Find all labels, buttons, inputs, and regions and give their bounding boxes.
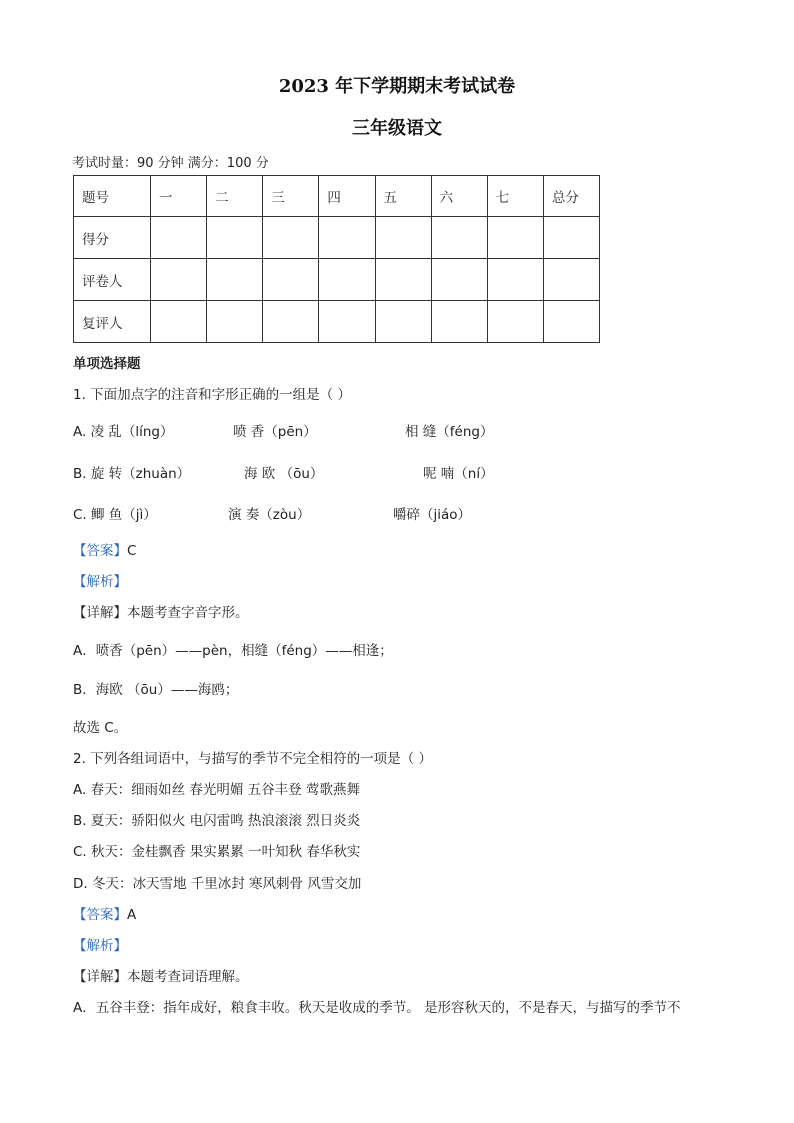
score-header-cell: 四 [319, 176, 375, 217]
score-cell [319, 301, 375, 343]
score-cell [375, 217, 431, 259]
score-cell [431, 259, 487, 301]
score-cell [319, 217, 375, 259]
score-cell [151, 217, 207, 259]
score-row-label: 得分 [74, 217, 151, 259]
score-cell [543, 217, 599, 259]
q2-option-b: B. 夏天：骄阳似火 电闪雷鸣 热浪滚滚 烈日炎炎 [73, 813, 361, 829]
score-cell [207, 301, 263, 343]
q1-option-c: C. 鲫 鱼（jì） [73, 507, 157, 523]
score-cell [487, 259, 543, 301]
q1-option-a-word-3: 相 缝（féng） [405, 424, 494, 440]
answer-value: C [127, 543, 137, 559]
score-cell [151, 301, 207, 343]
score-row-label: 复评人 [74, 301, 151, 343]
score-header-cell: 三 [263, 176, 319, 217]
score-table-row [74, 301, 600, 343]
score-cell [375, 301, 431, 343]
q1-option-b-word-2: 海 欧 （ōu） [244, 466, 324, 482]
detail-tag: 【详解】 [73, 969, 127, 985]
score-header-cell: 五 [375, 176, 431, 217]
q1-option-a-word-2: 喷 香（pēn） [233, 424, 317, 440]
q1-option-a: A. 凌 乱（líng） [73, 424, 174, 440]
score-header-cell: 六 [431, 176, 487, 217]
score-header-cell: 七 [487, 176, 543, 217]
q2-analysis-tag: 【解析】 [73, 938, 127, 954]
answer-value: A [127, 907, 137, 923]
score-cell [543, 259, 599, 301]
score-table-row [74, 259, 600, 301]
score-cell [151, 259, 207, 301]
score-cell [263, 259, 319, 301]
q1-conclusion: 故选 C。 [73, 720, 128, 736]
score-cell [263, 217, 319, 259]
exam-title: 2023 年下学期期末考试试卷 [278, 76, 516, 97]
score-cell [375, 259, 431, 301]
score-cell [487, 217, 543, 259]
score-table [73, 175, 600, 343]
q1-answer [73, 539, 136, 559]
score-header-cell: 题号 [74, 176, 151, 217]
q1-option-b-word-3: 呢 喃（ní） [423, 466, 494, 482]
answer-tag: 【答案】 [73, 907, 127, 923]
score-header-cell: 一 [151, 176, 207, 217]
score-header-cell: 二 [207, 176, 263, 217]
q1-option-b: B. 旋 转（zhuàn） [73, 466, 191, 482]
answer-tag: 【答案】 [73, 543, 127, 559]
detail-text: 本题考查词语理解。 [127, 969, 249, 985]
q2-explain-a: A．五谷丰登：指年成好，粮食丰收。秋天是收成的季节。 是形容秋天的，不是春天，与描写的季节不 [73, 1000, 681, 1016]
q1-explain-b: B．海欧 （ōu）——海鸥； [73, 682, 239, 698]
score-cell [431, 301, 487, 343]
score-header-cell: 总分 [543, 176, 599, 217]
q1-analysis-tag: 【解析】 [73, 574, 127, 590]
q1-detail [73, 601, 249, 621]
score-cell [207, 259, 263, 301]
score-row-label: 评卷人 [74, 259, 151, 301]
score-cell [263, 301, 319, 343]
q2-option-c: C. 秋天：金桂飘香 果实累累 一叶知秋 春华秋实 [73, 844, 361, 860]
score-cell [319, 259, 375, 301]
q2-option-d: D. 冬天：冰天雪地 千里冰封 寒风刺骨 风雪交加 [73, 876, 362, 892]
q1-explain-a: A．喷香（pēn）——pèn，相缝（féng）——相逢； [73, 643, 393, 659]
score-table-row [74, 217, 600, 259]
q1-option-c-word-2: 演 奏（zòu） [228, 507, 311, 523]
detail-tag: 【详解】 [73, 605, 127, 621]
detail-text: 本题考查字音字形。 [127, 605, 249, 621]
q2-option-a: A. 春天：细雨如丝 春光明媚 五谷丰登 莺歌燕舞 [73, 782, 360, 798]
section-heading: 单项选择题 [73, 356, 141, 372]
score-cell [487, 301, 543, 343]
q2-answer [73, 903, 136, 923]
score-cell [543, 301, 599, 343]
q1-stem: 1. 下面加点字的注音和字形正确的一组是（ ） [73, 387, 351, 403]
q1-option-c-word-3: 嚼碎（jiáo） [393, 507, 472, 523]
q2-detail [73, 965, 249, 985]
score-cell [207, 217, 263, 259]
score-table-header-row [74, 176, 600, 217]
q2-stem: 2. 下列各组词语中，与描写的季节不完全相符的一项是（ ） [73, 751, 432, 767]
score-cell [431, 217, 487, 259]
exam-subtitle: 三年级语文 [352, 118, 442, 139]
exam-info: 考试时量：90 分钟 满分：100 分 [72, 156, 269, 171]
